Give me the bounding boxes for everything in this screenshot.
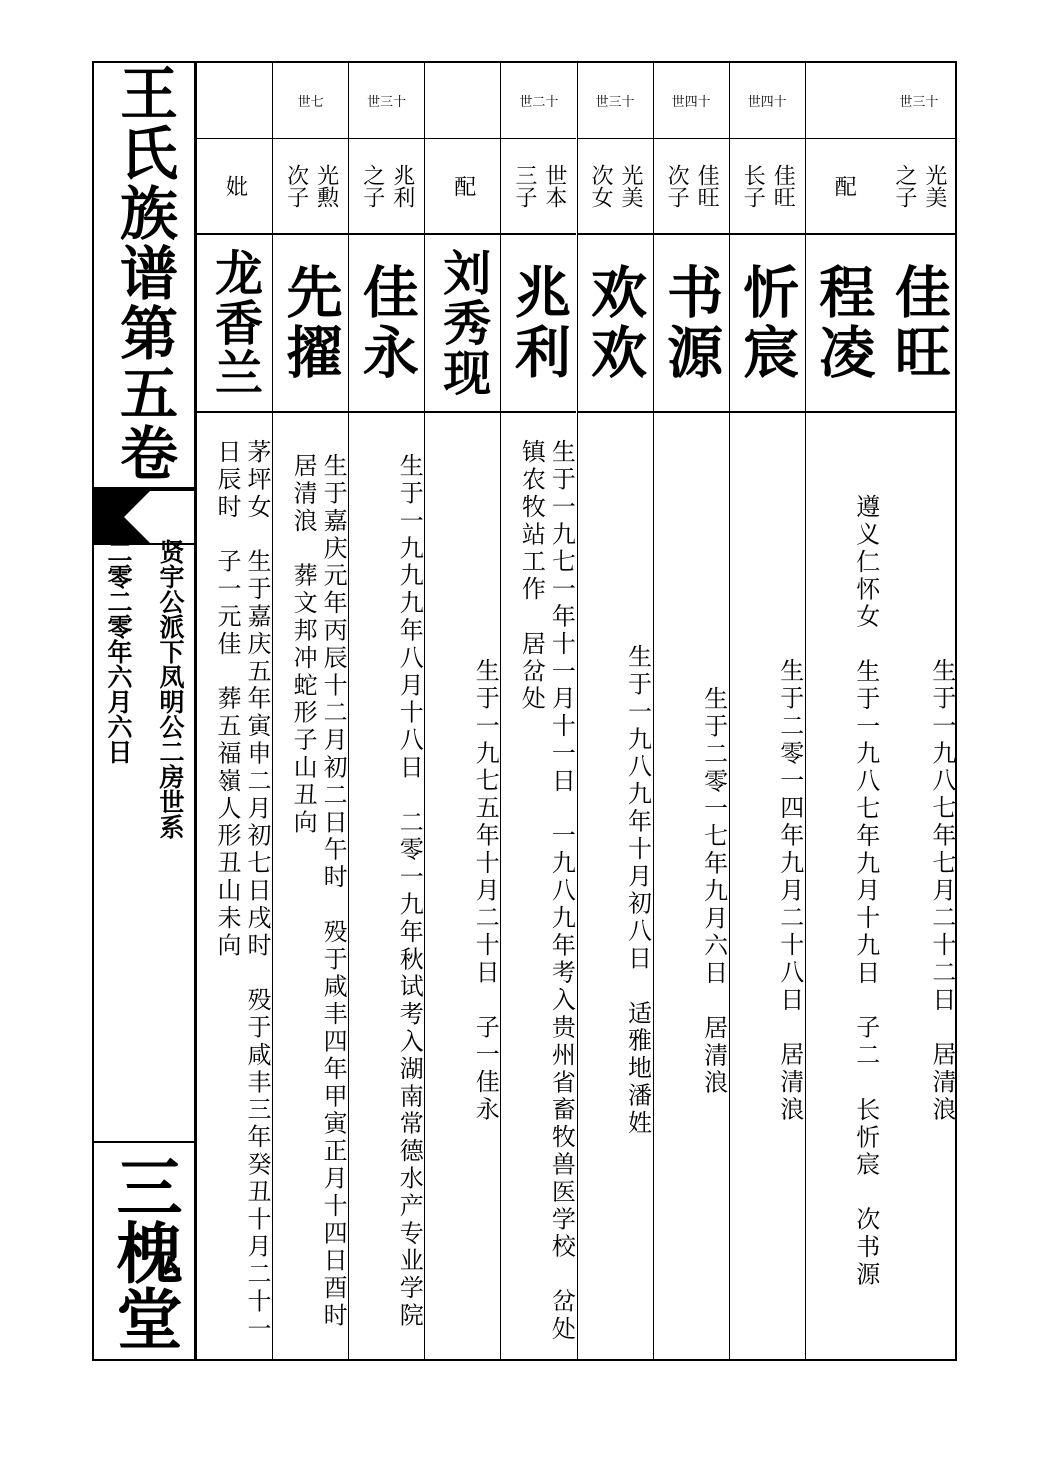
generation-label: 世四十	[730, 63, 805, 139]
entry-column	[272, 63, 348, 1359]
biography-text: 生于一九九九年八月十八日 二零一九年秋试考入湖南常德水产专业学院	[395, 452, 424, 1330]
generation-label: 世三十	[578, 63, 653, 139]
generation-label	[425, 63, 500, 139]
entry-column	[577, 63, 653, 1359]
biography-text: 遵义仁怀女 生于一九八七年九月十九日 子二 长忻宸 次书源	[851, 493, 880, 1289]
biography-text: 生于一九七一年十一月十一日 一九八九年考入贵州省畜牧兽医学校 岔处 镇农牧站工作 居岔处	[517, 438, 576, 1344]
branch-lineage: 贤宇公派下凤明公二房世系	[156, 539, 185, 839]
ribbon-ornament	[94, 487, 194, 545]
person-name: 佳旺	[881, 235, 957, 413]
generation-label: 世三十	[881, 63, 957, 139]
entry-column	[729, 63, 805, 1359]
generation-label: 世二十	[501, 63, 576, 139]
biography-text: 生于二零一四年九月二十八日 居清浪	[775, 658, 804, 1124]
person-name: 佳永	[349, 235, 424, 413]
person-name: 先擢	[273, 235, 348, 413]
genealogy-page	[92, 61, 957, 1361]
biography-text: 生于一九八九年十月初八日 适雅地潘姓	[623, 644, 652, 1138]
relation-label: 佳旺 长子	[730, 139, 805, 235]
relation-label: 佳旺 次子	[654, 139, 729, 235]
biography-text: 生于一九八七年七月二十二日 居清浪	[927, 658, 956, 1124]
generation-label	[806, 63, 881, 139]
person-name: 兆利	[501, 235, 576, 413]
biography-text: 生于嘉庆元年丙辰十二月初二日午时 殁于咸丰四年甲寅正月十四日酉时 居清浪 葬文邦冲蛇形子山丑向	[289, 452, 348, 1330]
relation-label: 兆利 之子	[349, 139, 424, 235]
person-name: 忻宸	[730, 235, 805, 413]
relation-label: 配	[806, 139, 881, 235]
entry-column	[881, 63, 957, 1359]
entry-column	[500, 63, 576, 1359]
biography-text: 生于二零一七年九月六日 居清浪	[699, 685, 728, 1097]
biography-text: 生于一九七五年十月二十日 子一佳永	[471, 658, 500, 1124]
relation-label: 光美 次女	[578, 139, 653, 235]
person-name: 刘秀现	[425, 235, 500, 413]
person-name: 书源	[654, 235, 729, 413]
entry-column	[196, 63, 272, 1359]
relation-label: 世本 三子	[501, 139, 576, 235]
person-name: 龙香兰	[197, 235, 272, 413]
title-panel	[94, 63, 196, 1359]
entry-column	[348, 63, 424, 1359]
hall-name: 三槐堂	[105, 1153, 183, 1351]
biography-text: 茅坪女 生于嘉庆五年寅申二月初七日戌时 殁于咸丰三年癸丑十月二十一 日辰时 子一元佳 葬五福嶺人形丑山未向	[213, 438, 271, 1344]
person-name: 程凌	[806, 235, 881, 413]
generation-label: 世四十	[654, 63, 729, 139]
generation-label: 世七	[273, 63, 348, 139]
entry-grid	[196, 63, 955, 1359]
entry-column	[805, 63, 881, 1359]
generation-label: 世三十	[349, 63, 424, 139]
relation-label: 光勲 次子	[273, 139, 348, 235]
entry-column	[653, 63, 729, 1359]
generation-label	[197, 63, 272, 139]
relation-label: 光美 之子	[881, 139, 957, 235]
relation-label: 配	[425, 139, 500, 235]
compile-date: 二零二零年六月六日	[104, 539, 133, 764]
entry-column	[424, 63, 500, 1359]
book-title: 王氏族谱第五卷	[110, 63, 178, 483]
relation-label: 妣	[197, 139, 272, 235]
person-name: 欢欢	[578, 235, 653, 413]
